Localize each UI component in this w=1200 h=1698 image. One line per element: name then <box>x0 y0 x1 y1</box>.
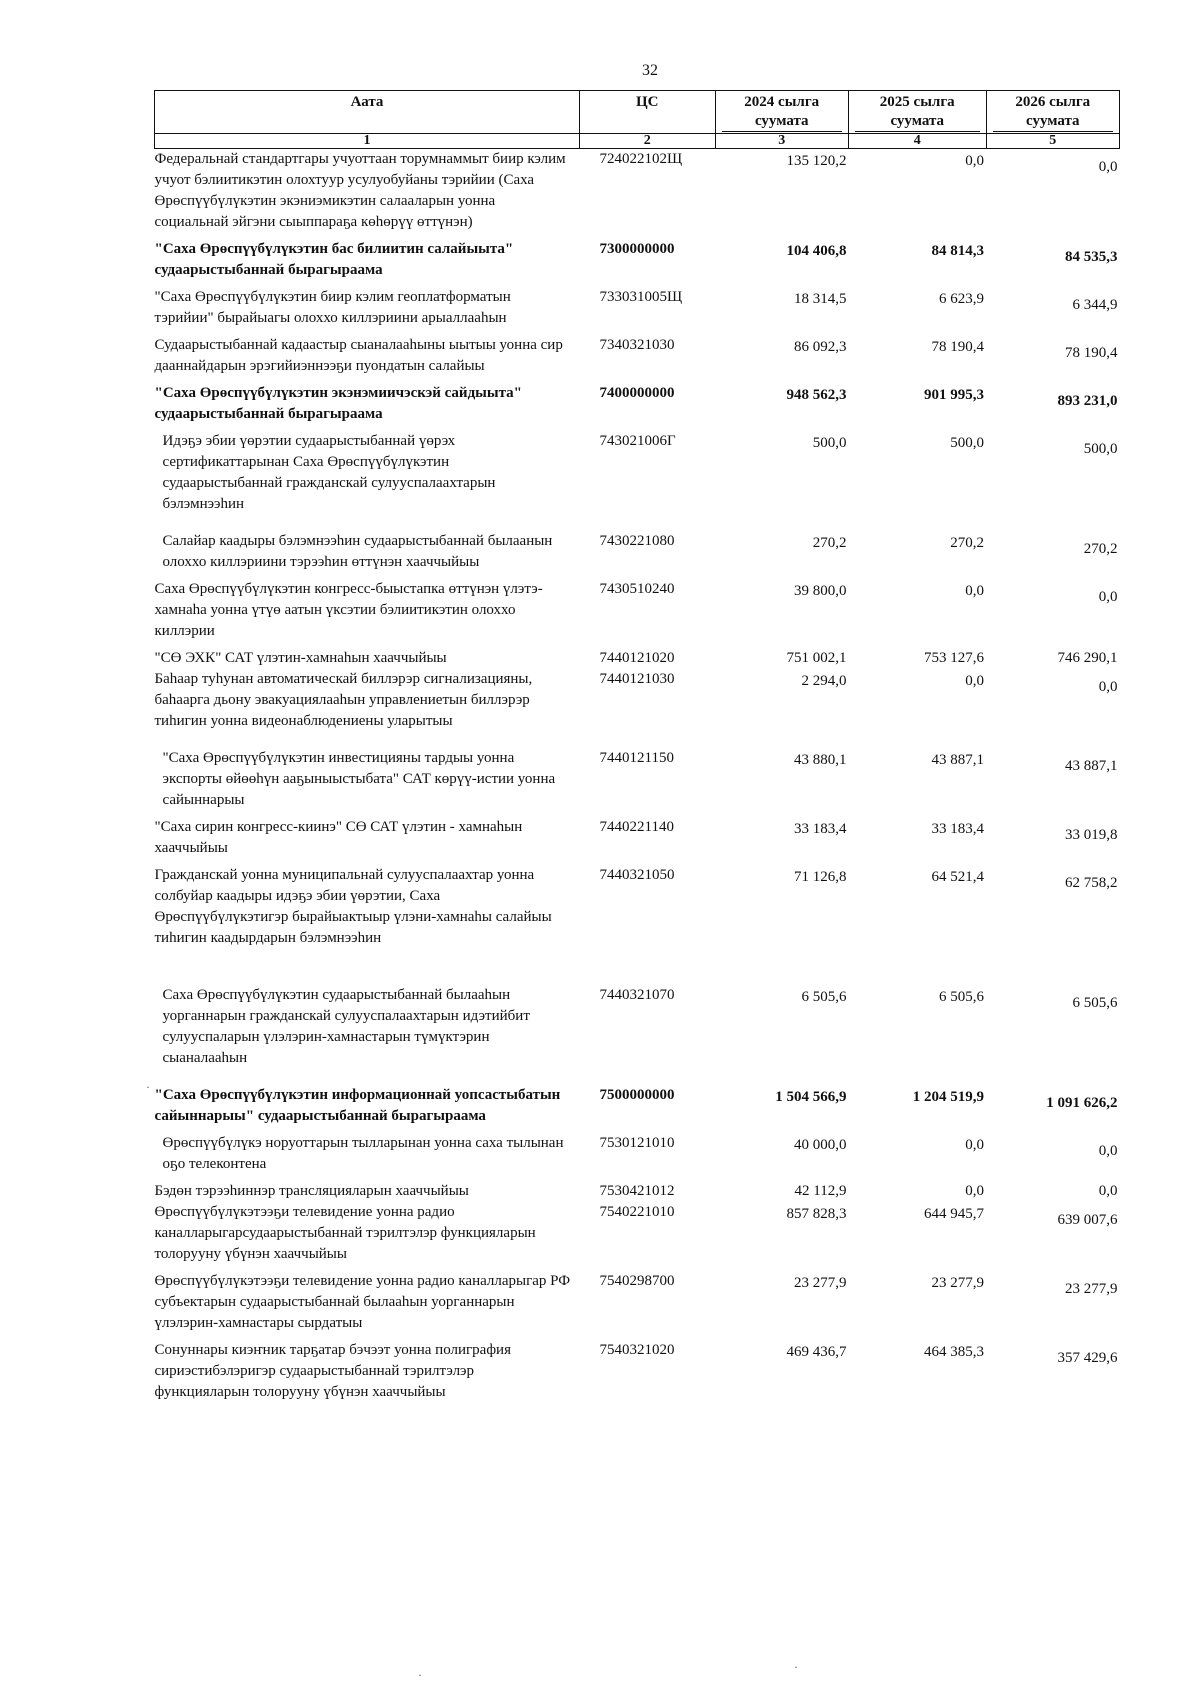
row-amount-2024: 39 800,0 <box>793 583 847 599</box>
header-year-2025-year: 2025 сылга <box>879 94 955 110</box>
header-year-2024-label: суумата <box>722 112 842 132</box>
row-name: Бэдөн тэрээһиннэр трансляцияларын хааччыйыы <box>154 1183 469 1199</box>
row-code: 743021006Г <box>599 433 676 449</box>
row-amount-2026: 746 290,1 <box>1057 650 1118 666</box>
table-body <box>155 149 1120 1410</box>
row-amount-2024: 469 436,7 <box>786 1344 847 1360</box>
row-amount-2025: 464 385,3 <box>924 1344 985 1360</box>
row-name: "Саха Өрөспүүбүлүкэтин биир кэлим геоплатформатын тэрийии" бырайыагы олоххо киллэриини арыаллааһын <box>154 289 511 326</box>
row-amount-2024: 71 126,8 <box>793 869 847 885</box>
row-code: 7440321070 <box>599 987 675 1003</box>
row-name-text: Салайар каадыры бэлэмнээһин судаарыстыбаннай былаанын олоххо киллэриини тэрээһин өттүнэн хааччыйыы <box>162 533 553 570</box>
row-amount-2025: 84 814,3 <box>931 243 985 259</box>
row-name <box>155 985 580 1085</box>
row-amount-2024: 23 277,9 <box>793 1275 847 1291</box>
row-amount-2025: 1 204 519,9 <box>912 1089 985 1105</box>
row-amount-2026: 33 019,8 <box>1065 827 1118 843</box>
row-name <box>155 1133 580 1181</box>
table-row <box>155 383 1120 431</box>
row-amount-2024: 751 002,1 <box>786 650 847 666</box>
table-row <box>155 149 1120 240</box>
row-amount-2026: 639 007,6 <box>1057 1212 1118 1228</box>
row-amount-2026: 893 231,0 <box>1057 393 1118 409</box>
table-row <box>155 531 1120 579</box>
table-row <box>155 335 1120 383</box>
row-amount-2024: 6 505,6 <box>801 989 847 1005</box>
row-amount-2025: 43 887,1 <box>931 752 985 768</box>
row-code: 7440121020 <box>599 650 675 666</box>
table-row <box>155 1271 1120 1340</box>
row-amount-2025: 0,0 <box>965 1137 985 1153</box>
row-name: "Саха Өрөспүүбүлүкэтин информационнай уопсастыбатын сайыннарыы" судаарыстыбаннай бырагыраама <box>154 1087 561 1124</box>
row-name <box>155 531 580 579</box>
row-amount-2026: 0,0 <box>1098 589 1118 605</box>
row-amount-2026: 270,2 <box>1083 541 1118 557</box>
row-amount-2026: 84 535,3 <box>1065 249 1118 265</box>
row-amount-2024: 270,2 <box>812 535 847 551</box>
row-amount-2024: 500,0 <box>812 435 847 451</box>
header-year-2024-year: 2024 сылга <box>744 94 820 110</box>
row-name: Гражданскай уонна муниципальнай сулууспалаахтар уонна солбуйар каадыры идэҕэ эбии үөрэтии, Саха Өрөспүүбүлүкэтигэр бырайыактыыр үлэни-хамнаһы салайыы тиһигин каадырдарын бэлэмнээһин <box>154 867 552 946</box>
row-name: Сонуннары киэҥник тарҕатар бэчээт уонна полиграфия сириэстибэлэригэр судаарыстыбаннай тэрилтэлэр функцияларын толорууну үбүнэн хааччыйыы <box>154 1342 511 1400</box>
table-header-row <box>155 91 1120 134</box>
column-number-3: 3 <box>715 134 848 149</box>
header-year-2025-label: суумата <box>855 112 980 132</box>
row-name <box>155 748 580 817</box>
row-amount-2025: 644 945,7 <box>924 1206 985 1222</box>
row-code: 7400000000 <box>599 385 675 401</box>
table-row <box>155 748 1120 817</box>
table-row <box>155 985 1120 1085</box>
table-row <box>155 865 1120 985</box>
table-row <box>155 1085 1120 1133</box>
row-name-text: Саха Өрөспүүбүлүкэтин судаарыстыбаннай былааһын уорганнарын гражданскай сулууспалаахтарын идэтийбит сулууспаларын үлэлэрин-хамнастарын түмүктэрин сыаналааһын <box>162 987 530 1066</box>
header-year-2026-label: суумата <box>993 112 1113 132</box>
row-code: 7440121030 <box>599 671 675 687</box>
table-row <box>155 1340 1120 1409</box>
row-amount-2024: 43 880,1 <box>793 752 847 768</box>
row-amount-2025: 270,2 <box>950 535 985 551</box>
row-name-text: Идэҕэ эбии үөрэтии судаарыстыбаннай үөрэх сертификаттарынан Саха Өрөспүүбүлүкэтин судаарыстыбаннай гражданскай сулууспалаахтарын бэлэмнээһин <box>162 433 496 512</box>
row-name: Өрөспүүбүлүкэтээҕи телевидение уонна радио каналларыгар РФ субъектарын судаарыстыбаннай былааһын уорганнарын үлэлэрин-хамнастары сырдатыы <box>154 1273 571 1331</box>
row-amount-2026: 6 505,6 <box>1072 995 1118 1011</box>
row-amount-2025: 78 190,4 <box>931 339 985 355</box>
row-amount-2026: 0,0 <box>1098 1143 1118 1159</box>
row-code: 7440321050 <box>599 867 675 883</box>
row-code: 7530421012 <box>599 1183 675 1199</box>
row-amount-2024: 948 562,3 <box>786 387 847 403</box>
row-amount-2025: 33 183,4 <box>931 821 985 837</box>
row-amount-2024: 42 112,9 <box>794 1183 847 1199</box>
column-number-5: 5 <box>986 134 1119 149</box>
header-code: ЦС <box>580 91 716 134</box>
row-amount-2025: 0,0 <box>965 153 985 169</box>
table-row <box>155 1133 1120 1181</box>
row-amount-2024: 18 314,5 <box>793 291 847 307</box>
row-amount-2026: 1 091 626,2 <box>1046 1095 1118 1111</box>
row-code: 7530121010 <box>599 1135 675 1151</box>
table-row <box>155 287 1120 335</box>
row-code: 7500000000 <box>599 1087 675 1103</box>
row-amount-2026: 23 277,9 <box>1065 1281 1118 1297</box>
row-code: 7540321020 <box>599 1342 675 1358</box>
row-name: Саха Өрөспүүбүлүкэтин конгресс-быыстапка өттүнэн үлэтэ-хамнаһа уонна үтүө аатын үксэтии бэлиитикэтин олоххо киллэрии <box>154 581 543 639</box>
row-code: 7430510240 <box>599 581 675 597</box>
row-amount-2025: 753 127,6 <box>924 650 985 666</box>
page-number: 32 <box>642 62 658 79</box>
row-amount-2026: 357 429,6 <box>1057 1350 1118 1366</box>
header-year-2025 <box>848 91 986 134</box>
table-row <box>155 648 1120 669</box>
row-name: Федеральнай стандартгары учуоттаан торумнаммыт биир кэлим учуот бэлиитикэтин олохтуур усулуобуйаны тэрийии (Саха Өрөспүүбүлүкэтин экэниэмикэтин салааларын уонна социальнай эйгэни сыыппараҕа көһөрүү өттүнэн) <box>154 151 566 230</box>
row-name-text: "Саха Өрөспүүбүлүкэтин инвестицияны тардыы уонна экспорты өйөөһүн ааҕыныыстыбата" САТ көрүү-истии уонна сайыннарыы <box>162 750 556 808</box>
row-amount-2026: 0,0 <box>1098 159 1118 175</box>
row-code: 7440221140 <box>599 819 674 835</box>
row-amount-2024: 86 092,3 <box>793 339 847 355</box>
row-amount-2026: 6 344,9 <box>1072 297 1118 313</box>
scan-dot-mark: · <box>146 1080 150 1094</box>
row-code: 7300000000 <box>599 241 675 257</box>
row-amount-2025: 23 277,9 <box>931 1275 985 1291</box>
table-row <box>155 579 1120 648</box>
row-code: 7440121150 <box>599 750 674 766</box>
row-amount-2025: 0,0 <box>965 1183 985 1199</box>
header-name: Аата <box>155 91 580 134</box>
row-amount-2026: 0,0 <box>1098 1183 1118 1199</box>
table-row <box>155 431 1120 531</box>
row-amount-2026: 78 190,4 <box>1065 345 1118 361</box>
row-amount-2026: 0,0 <box>1098 679 1118 695</box>
row-code: 7340321030 <box>599 337 675 353</box>
header-year-2024 <box>715 91 848 134</box>
row-code: 733031005Щ <box>599 289 683 305</box>
row-code: 724022102Щ <box>599 151 683 167</box>
row-name: "Саха сирин конгресс-киинэ" СӨ САТ үлэтин - хамнаһын хааччыйыы <box>154 819 523 856</box>
header-year-2026-year: 2026 сылга <box>1015 94 1091 110</box>
scan-dot-mark: · <box>794 1660 798 1674</box>
row-amount-2026: 500,0 <box>1083 441 1118 457</box>
row-amount-2026: 62 758,2 <box>1065 875 1118 891</box>
row-amount-2024: 104 406,8 <box>786 243 847 259</box>
table-row <box>155 1202 1120 1271</box>
column-number-2: 2 <box>580 134 716 149</box>
row-amount-2024: 40 000,0 <box>793 1137 847 1153</box>
row-name: Судаарыстыбаннай кадаастыр сыаналааһыны ыытыы уонна сир дааннайдарын эрэгийиэннээҕи пуондатын салайыы <box>154 337 563 374</box>
row-code: 7430221080 <box>599 533 675 549</box>
column-number-4: 4 <box>848 134 986 149</box>
row-amount-2024: 135 120,2 <box>786 153 847 169</box>
table-row <box>155 669 1120 748</box>
budget-table-container <box>154 90 1120 1409</box>
row-code: 7540298700 <box>599 1273 675 1289</box>
row-amount-2024: 1 504 566,9 <box>775 1089 847 1105</box>
table-row <box>155 239 1120 287</box>
row-name: "Саха Өрөспүүбүлүкэтин экэнэмиичэскэй сайдыыта" судаарыстыбаннай бырагыраама <box>154 385 522 422</box>
row-name-text: Өрөспүүбүлүкэ норуоттарын тылларынан уонна саха тылынан оҕо телеконтена <box>162 1135 564 1172</box>
column-number-row <box>155 134 1120 149</box>
row-amount-2025: 64 521,4 <box>931 869 985 885</box>
row-amount-2026: 43 887,1 <box>1065 758 1118 774</box>
scan-dot-mark: · <box>418 1668 422 1682</box>
row-amount-2025: 6 623,9 <box>939 291 985 307</box>
row-amount-2025: 901 995,3 <box>924 387 985 403</box>
row-amount-2025: 6 505,6 <box>939 989 985 1005</box>
table-row <box>155 817 1120 865</box>
row-amount-2024: 33 183,4 <box>793 821 847 837</box>
budget-table <box>154 90 1120 1409</box>
row-name: Баһаар туһунан автоматическай биллэрэр сигнализацияны, баһаарга дьону эвакуациялааһын управлениетын биллэрэр тиһигин уонна видеонаблюдениены уларытыы <box>154 671 533 729</box>
row-amount-2024: 857 828,3 <box>786 1206 847 1222</box>
column-number-1: 1 <box>155 134 580 149</box>
row-amount-2025: 0,0 <box>965 583 985 599</box>
row-name: Өрөспүүбүлүкэтээҕи телевидение уонна радио каналларыгарсудаарыстыбаннай тэрилтэлэр функцияларын толорууну үбүнэн хааччыйыы <box>154 1204 536 1262</box>
row-name: "Саха Өрөспүүбүлүкэтин бас билиитин салайыыта" судаарыстыбаннай бырагыраама <box>154 241 514 278</box>
header-year-2026 <box>986 91 1119 134</box>
row-code: 7540221010 <box>599 1204 675 1220</box>
row-amount-2025: 500,0 <box>950 435 985 451</box>
row-name <box>155 431 580 531</box>
row-amount-2025: 0,0 <box>965 673 985 689</box>
row-amount-2024: 2 294,0 <box>801 673 847 689</box>
row-name: "СӨ ЭХК" САТ үлэтин-хамнаһын хааччыйыы <box>154 650 447 666</box>
table-row <box>155 1181 1120 1202</box>
